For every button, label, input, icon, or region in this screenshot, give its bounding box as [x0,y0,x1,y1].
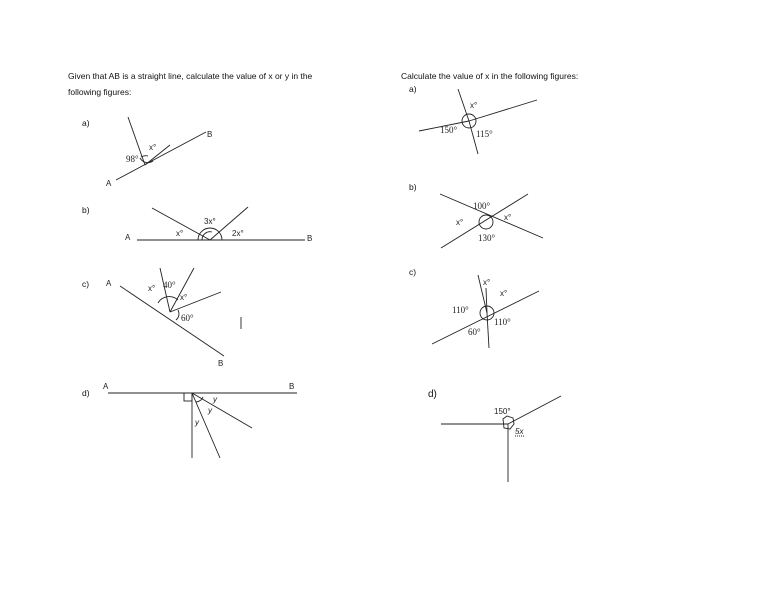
left-part-a: a) [82,118,90,128]
angle-x: x° [148,284,156,293]
label-A: A [103,382,109,391]
angle-5x: 5x [515,427,524,436]
right-instruction: Calculate the value of x in the following figures: [401,71,579,81]
angle-2x: 2x° [232,229,244,238]
label-B: B [289,382,295,391]
label-B: B [307,234,313,243]
angle-130: 130° [478,233,496,243]
label-A: A [106,179,112,188]
right-part-b: b) [409,182,417,192]
angle-x: x° [456,218,464,227]
angle-98: 98° [126,154,139,164]
angle-y: y [195,418,199,427]
left-figure-b [125,207,312,243]
angle-x: x° [504,213,512,222]
right-figure-c [432,275,539,348]
left-figure-d [103,382,297,458]
left-part-b: b) [82,205,90,215]
angle-110: 110° [494,317,511,327]
angle-40: 40° [163,280,176,290]
angle-y: y [213,395,217,404]
left-part-c: c) [82,279,90,289]
left-instruction-line1: Given that AB is a straight line, calculate the value of x or y in the [68,71,313,81]
angle-115: 115° [476,129,493,139]
angle-x: x° [500,289,508,298]
angle-150: 150° [494,407,511,416]
left-instruction-line2: following figures: [68,87,132,97]
right-part-d: d) [428,389,437,400]
right-figure-a [419,89,537,154]
label-A: A [125,233,131,242]
right-part-c: c) [409,267,417,277]
angle-3x: 3x° [204,217,216,226]
label-B: B [218,359,224,368]
angle-y: y [208,406,212,415]
angle-x: x° [483,278,491,287]
right-part-a: a) [409,84,417,94]
angle-x: x° [176,229,184,238]
angle-x: x° [149,143,157,152]
label-A: A [106,279,112,288]
angle-150: 150° [440,125,458,135]
angle-60: 60° [181,313,194,323]
left-figure-c [106,268,241,368]
angle-x: x° [180,293,188,302]
angle-110: 110° [452,305,469,315]
angle-60: 60° [468,327,481,337]
angle-x: x° [470,101,478,110]
left-part-d: d) [82,388,90,398]
right-figure-b [440,194,543,248]
label-B: B [207,130,213,139]
angle-100: 100° [473,201,491,211]
right-figure-d [441,396,561,482]
left-figure-a [106,117,212,188]
